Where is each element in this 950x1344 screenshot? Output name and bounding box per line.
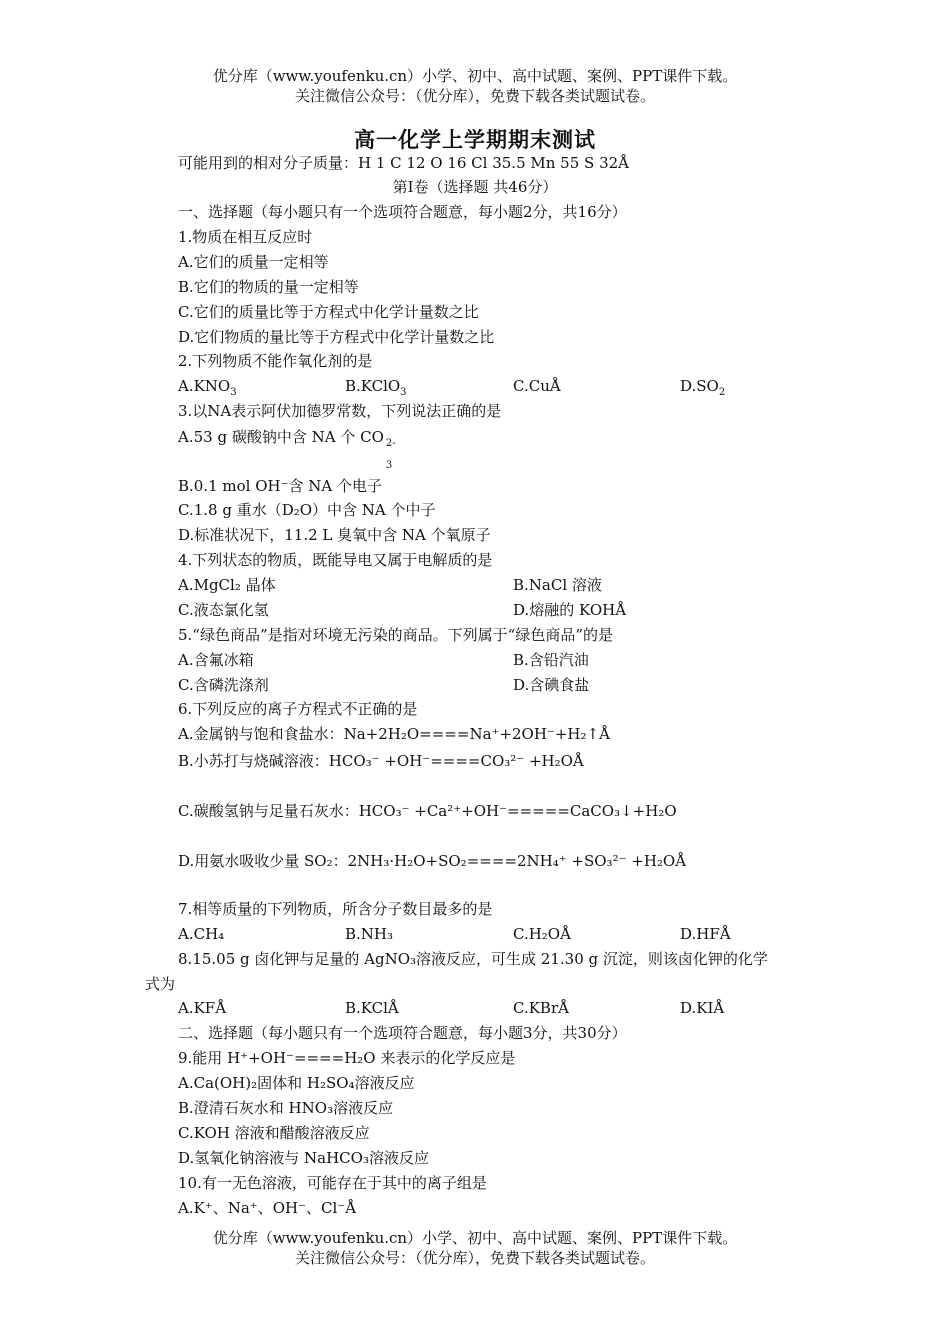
section-2-heading: 二、选择题（每小题只有一个选项符合题意，每小题3分，共30分） bbox=[178, 1024, 627, 1042]
q5-option-b: B.含铅汽油 bbox=[513, 651, 589, 669]
q1-stem: 1.物质在相互反应时 bbox=[178, 228, 313, 246]
q8-stem: 8.15.05 g 卤化钾与足量的 AgNO₃溶液反应，可生成 21.30 g 沉淀，则该卤化钾的化学 bbox=[178, 950, 768, 968]
q9-option-d: D.氢氧化钠溶液与 NaHCO₃溶液反应 bbox=[178, 1149, 429, 1167]
header-line-2: 关注微信公众号：（优分库），免费下载各类试题试卷。 bbox=[294, 87, 655, 105]
relative-masses: 可能用到的相对分子质量：H 1 C 12 O 16 Cl 35.5 Mn 55 S 32Å bbox=[178, 154, 629, 172]
q5-option-c: C.含磷洗涤剂 bbox=[178, 676, 269, 694]
q2-option-c: C.CuÅ bbox=[513, 377, 561, 395]
q3-option-d: D.标准状况下，11.2 L 臭氧中含 NA 个氧原子 bbox=[178, 526, 491, 544]
q7-option-c: C.H₂OÅ bbox=[513, 925, 571, 943]
header-line-1: 优分库（www.youfenku.cn）小学、初中、高中试题、案例、PPT课件下载。 bbox=[212, 67, 738, 85]
q3-option-c: C.1.8 g 重水（D₂O）中含 NA 个中子 bbox=[178, 501, 436, 519]
q8-option-d: D.KIÅ bbox=[680, 999, 725, 1017]
q1-option-b: B.它们的物质的量一定相等 bbox=[178, 278, 359, 296]
q7-option-a: A.CH₄ bbox=[178, 925, 225, 943]
q7-option-d: D.HFÅ bbox=[680, 925, 731, 943]
q3-stem: 3.以NA表示阿伏加德罗常数，下列说法正确的是 bbox=[178, 402, 502, 420]
q4-option-d: D.熔融的 KOHÅ bbox=[513, 601, 627, 619]
part-heading: 第Ⅰ卷（选择题 共46分） bbox=[392, 178, 558, 196]
q6-option-b: B.小苏打与烧碱溶液：HCO₃⁻ +OH⁻====CO₃²⁻ +H₂OÅ bbox=[178, 752, 584, 770]
q2-option-b: B.KClO$_3$ bbox=[345, 377, 407, 398]
footer-line-2: 关注微信公众号：（优分库），免费下载各类试题试卷。 bbox=[294, 1249, 655, 1267]
q4-option-c: C.液态氯化氢 bbox=[178, 601, 269, 619]
q8-option-a: A.KFÅ bbox=[178, 999, 227, 1017]
section-1-heading: 一、选择题（每小题只有一个选项符合题意，每小题2分，共16分） bbox=[178, 203, 627, 221]
q4-stem: 4.下列状态的物质，既能导电又属于电解质的是 bbox=[178, 551, 493, 569]
q8-option-c: C.KBrÅ bbox=[513, 999, 569, 1017]
q6-option-d: D.用氨水吸收少量 SO₂：2NH₃·H₂O+SO₂====2NH₄⁺ +SO₃²⁻ +H₂OÅ bbox=[178, 852, 687, 870]
q3-option-a: A.53 g 碳酸钠中含 NA 个 CO 2- 3 bbox=[178, 428, 396, 471]
q7-stem: 7.相等质量的下列物质，所含分子数目最多的是 bbox=[178, 900, 493, 918]
q5-option-d: D.含碘食盐 bbox=[513, 676, 590, 694]
footer-line-1: 优分库（www.youfenku.cn）小学、初中、高中试题、案例、PPT课件下载。 bbox=[212, 1229, 738, 1247]
q8-stem-continued: 式为 bbox=[145, 975, 176, 993]
q10-stem: 10.有一无色溶液，可能存在于其中的离子组是 bbox=[178, 1174, 487, 1192]
q2-stem: 2.下列物质不能作氧化剂的是 bbox=[178, 352, 373, 370]
q6-stem: 6.下列反应的离子方程式不正确的是 bbox=[178, 700, 418, 718]
q1-option-c: C.它们的质量比等于方程式中化学计量数之比 bbox=[178, 303, 479, 321]
q1-option-d: D.它们物质的量比等于方程式中化学计量数之比 bbox=[178, 328, 495, 346]
q5-option-a: A.含氟冰箱 bbox=[178, 651, 254, 669]
q9-option-c: C.KOH 溶液和醋酸溶液反应 bbox=[178, 1124, 370, 1142]
q7-option-b: B.NH₃ bbox=[345, 925, 394, 943]
q4-option-b: B.NaCl 溶液 bbox=[513, 576, 602, 594]
q9-option-b: B.澄清石灰水和 HNO₃溶液反应 bbox=[178, 1099, 394, 1117]
q6-option-a: A.金属钠与饱和食盐水：Na+2H₂O====Na⁺+2OH⁻+H₂↑Å bbox=[178, 725, 610, 743]
q9-stem: 9.能用 H⁺+OH⁻====H₂O 来表示的化学反应是 bbox=[178, 1049, 516, 1067]
q3-option-b: B.0.1 mol OH⁻含 NA 个电子 bbox=[178, 477, 383, 495]
q2-option-a: $A.KNO_3$ bbox=[178, 377, 237, 398]
q6-option-c: C.碳酸氢钠与足量石灰水：HCO₃⁻ +Ca²⁺+OH⁻=====CaCO₃↓+H₂O bbox=[178, 802, 677, 820]
q10-option-a: A.K⁺、Na⁺、OH⁻、Cl⁻Å bbox=[178, 1199, 357, 1217]
q9-option-a: A.Ca(OH)₂固体和 H₂SO₄溶液反应 bbox=[178, 1074, 415, 1092]
q1-option-a: A.它们的质量一定相等 bbox=[178, 253, 329, 271]
page-title: 高一化学上学期期末测试 bbox=[354, 127, 596, 152]
q2-option-d: $D.SO_2$ bbox=[680, 377, 726, 398]
q5-stem: 5.“绿色商品”是指对环境无污染的商品。下列属于“绿色商品”的是 bbox=[178, 626, 613, 644]
q4-option-a: A.MgCl₂ 晶体 bbox=[178, 576, 276, 594]
q8-option-b: B.KClÅ bbox=[345, 999, 399, 1017]
